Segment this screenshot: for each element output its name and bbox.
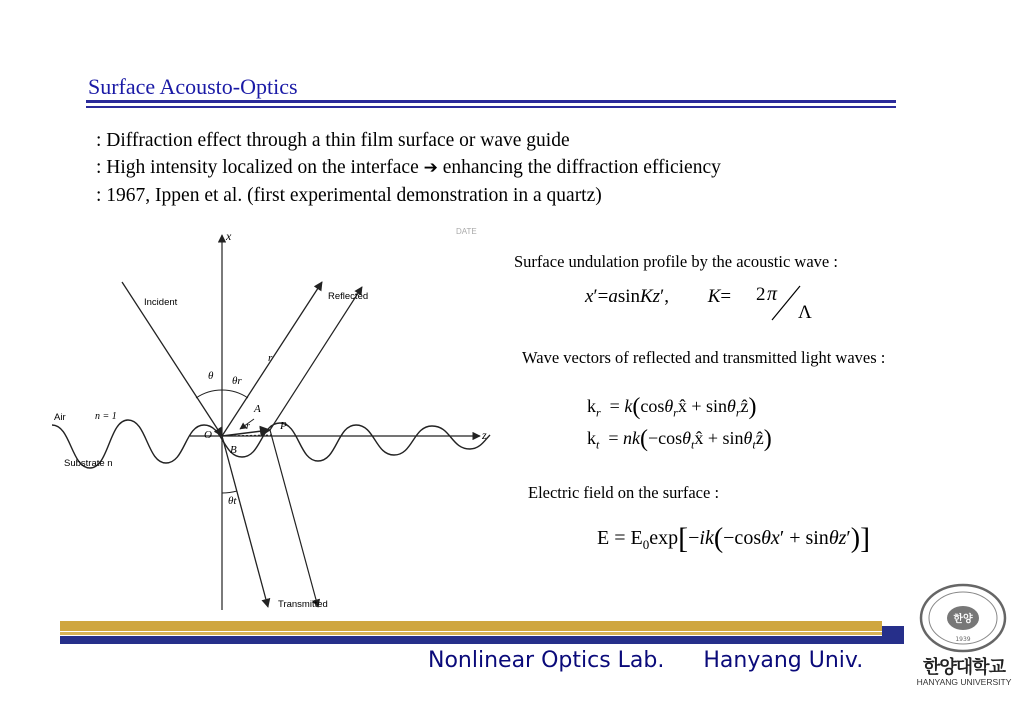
theta-t-label: θt <box>228 495 237 507</box>
point-p-label: P <box>280 420 287 432</box>
university-english-name: HANYANG UNIVERSITY <box>916 677 1012 687</box>
kr-equation: $k_r$ = k(cosθ$_r$x̂ + sinθ$_r$ẑ) <box>587 394 757 420</box>
point-b-label: B <box>230 444 237 456</box>
bullet-enhancing-text: enhancing the diffraction efficiency <box>442 157 721 178</box>
university-wordmark <box>911 653 1017 687</box>
theta-label: θ <box>208 370 214 382</box>
profile-label: Surface undulation profile by the acoustic wave : <box>514 252 838 271</box>
bullet-ippen: : 1967, Ippen et al. (first experimental demonstration in a quartz) <box>96 185 602 206</box>
footer <box>428 648 863 673</box>
date-stamp-label: DATE <box>456 227 477 236</box>
university-seal-logo <box>917 583 1009 658</box>
right-arrow-icon: ➔ <box>423 158 438 178</box>
incident-label: Incident <box>144 297 178 308</box>
theta-r-label: θr <box>232 375 242 387</box>
svg-text:2: 2 <box>756 284 766 305</box>
point-a-label: A <box>254 403 261 415</box>
fraction-k <box>750 278 830 322</box>
bottom-bar-navy-tab <box>882 626 904 636</box>
footer-univ: Hanyang Univ. <box>703 648 864 673</box>
diffraction-figure <box>40 225 500 615</box>
svg-text:π: π <box>767 283 778 305</box>
bullet-list <box>96 127 721 209</box>
z-axis-label: z <box>482 428 487 442</box>
transmitted-label: Transmitted <box>278 599 328 610</box>
footer-lab: Nonlinear Optics Lab. <box>428 648 665 673</box>
seal-icon <box>917 583 1009 653</box>
angle-arc-theta-r <box>222 390 248 398</box>
bullet-high-intensity-text: : High intensity localized on the interface <box>96 157 419 178</box>
angle-arc-theta <box>196 390 222 398</box>
reflected-ray-2 <box>270 287 362 430</box>
kt-equation: $k_t$ = nk(−cosθ$_t$x̂ + sinθ$_t$ẑ) <box>587 426 772 452</box>
wave-vectors-label: Wave vectors of reflected and transmitted light waves : <box>522 348 886 367</box>
bottom-bar-navy <box>60 636 904 644</box>
university-korean-name: 한양대학교 <box>923 657 1005 678</box>
air-label: Air <box>54 412 66 423</box>
bullet-high-intensity <box>96 154 721 182</box>
profile-equation: x′=asinKz′, K= <box>585 286 732 307</box>
x-axis-label: x <box>226 229 232 243</box>
bottom-bar-gold-thin <box>60 632 882 635</box>
title-rule-bottom <box>86 106 896 108</box>
bottom-bar-gold <box>60 621 882 631</box>
slide-title: Surface Acousto-Optics <box>88 74 298 99</box>
point-o-label: O <box>204 429 212 441</box>
field-equation: $E = E_0\exp[-ik(-\cos\theta x' + \sin\theta z')]$ <box>597 522 871 555</box>
reflected-label: Reflected <box>328 291 369 302</box>
transmitted-ray-2 <box>270 430 318 607</box>
title-rule-top <box>86 100 896 103</box>
substrate-label: Substrate n <box>64 458 113 469</box>
seal-korean-text: 한양 <box>953 614 973 625</box>
svg-text:Λ: Λ <box>798 302 812 322</box>
bullet-diffraction: : Diffraction effect through a thin film surface or wave guide <box>96 130 570 151</box>
angle-arc-theta-t <box>222 491 237 493</box>
air-index-label: n = 1 <box>95 411 117 422</box>
surface-wave <box>52 420 490 468</box>
ray-r-upper-label: r <box>268 352 273 364</box>
seal-year-text: 1939 <box>955 636 971 643</box>
field-label: Electric field on the surface : <box>528 483 720 502</box>
ray-r-lower-label: r <box>246 421 250 432</box>
transmitted-ray <box>222 436 268 607</box>
